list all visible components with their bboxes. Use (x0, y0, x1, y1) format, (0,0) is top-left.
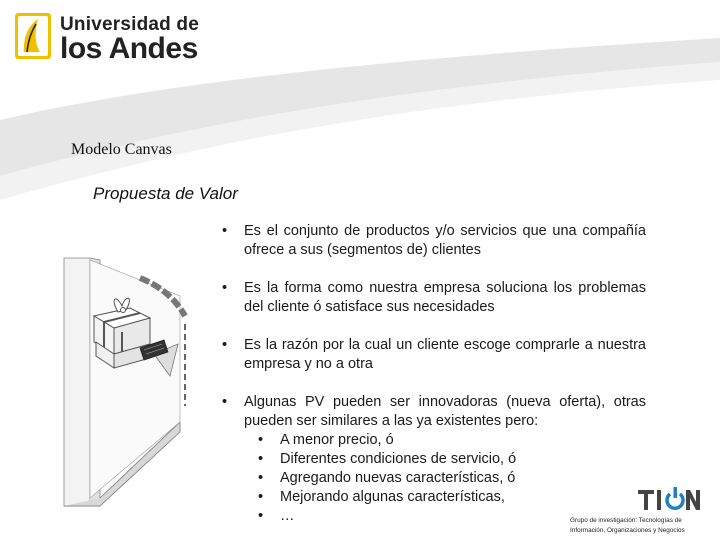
sub-bullet-marker: • (258, 508, 264, 524)
sub-bullet-marker: • (258, 432, 264, 448)
tion-logo (636, 484, 702, 514)
bullet-item (218, 336, 646, 374)
sub-bullet-marker: • (258, 470, 264, 486)
sub-bullet-marker: • (258, 451, 264, 467)
bullet-item (218, 279, 646, 317)
bullet-text: Es la razón por la cual un cliente escoge comprarle a nuestra empresa y no a otra (244, 337, 646, 372)
sub-bullet-text: Agregando nuevas características, ó (280, 470, 516, 486)
sub-bullet-list (244, 431, 646, 526)
sub-bullet-item (244, 488, 646, 507)
sub-bullet-item (244, 450, 646, 469)
sub-bullet-text: A menor precio, ó (280, 432, 394, 448)
sub-bullet-item (244, 431, 646, 450)
sub-bullet-item (244, 469, 646, 488)
logo-text-line2: los Andes (60, 32, 198, 65)
research-group-caption (570, 516, 716, 536)
sub-bullet-text: Diferentes condiciones de servicio, ó (280, 451, 517, 467)
bullet-marker: • (222, 337, 228, 353)
university-seal-icon (14, 12, 54, 62)
bullet-text: Es el conjunto de productos y/o servicios que una compañía ofrece a sus (segmentos de) clientes (244, 223, 646, 258)
slide-title: Propuesta de Valor (93, 184, 238, 203)
bullet-marker: • (222, 223, 228, 239)
section-title: Modelo Canvas (71, 141, 172, 158)
universidad-logo (14, 10, 200, 66)
sub-bullet-marker: • (258, 489, 264, 505)
caption-line-2: Información, Organizaciones y Negocios (570, 527, 685, 534)
sub-bullet-text: … (280, 508, 295, 524)
sub-bullet-text: Mejorando algunas características, (280, 489, 505, 505)
bullet-list (218, 222, 646, 540)
bullet-text: Es la forma como nuestra empresa soluciona los problemas del cliente ó satisface sus necesidades (244, 280, 646, 315)
bullet-item (218, 222, 646, 260)
bullet-marker: • (222, 394, 228, 410)
gift-box-illustration (60, 236, 190, 536)
bullet-marker: • (222, 280, 228, 296)
logo-text-line1: Universidad de (60, 14, 200, 35)
caption-line-1: Grupo de investigación: Tecnologías de (570, 517, 682, 524)
bullet-text: Algunas PV pueden ser innovadoras (nueva oferta), otras pueden ser similares a las ya existentes pero: (244, 394, 646, 429)
bullet-item (218, 393, 646, 526)
